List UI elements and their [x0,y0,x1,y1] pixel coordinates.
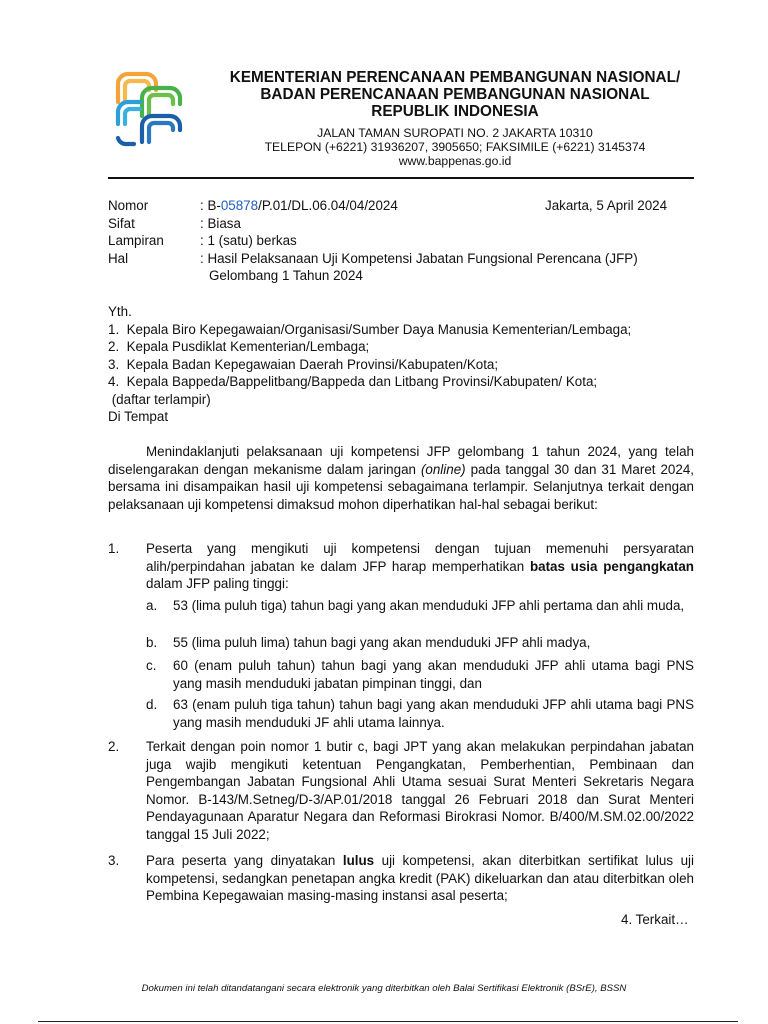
point-2-text: Terkait dengan poin nomor 1 butir c, bagi JPT yang akan melakukan perpindahan jabatan juga wajib mengikuti ketentuan Pengangkatan, Pemberhentian, Pembinaan dan Pengembangan Jabatan Fungsional Ahli Utama sesuai Surat Menteri Sekretaris Negara Nomor. B-143/M.Setneg/D-3/AP.01/2018 tanggal 26 Februari 2018 dan Surat Menteri Pendayagunaan Aparatur Negara dan Reformasi Birokrasi Nomor. B/400/M.SM.02.00/2022 tanggal 15 Juli 2022; [146,739,694,842]
nomor-value: : B-05878/P.01/DL.06.04/04/2024 [200,198,398,213]
ministry-title-line3: REPUBLIK INDONESIA [371,103,539,120]
salutation: Yth. [108,304,132,319]
e-signature-footer: Dokumen ini telah ditandatangani secara elektronik yang diterbitkan oleh Balai Sertifikasi Elektronik (BSrE), BSSN [141,983,627,994]
ministry-address: JALAN TAMAN SUROPATI NO. 2 JAKARTA 10310 [317,126,593,140]
hal-value-line1: : Hasil Pelaksanaan Uji Kompetensi Jabatan Fungsional Perencana (JFP) [200,251,638,266]
sub-item-label: c. [146,658,157,673]
point-1-text: Peserta yang mengikuti uji kompetensi dengan tujuan memenuhi persyaratan alih/perpindahan jabatan ke dalam JFP harap memperhatikan batas usia pengangkatan dalam JFP paling tinggi: [146,541,694,592]
nomor-number: 05878 [220,198,259,213]
point-1-number: 1. [108,541,120,556]
sub-item-text: 60 (enam puluh tahun) tahun bagi yang akan menduduki JFP ahli utama bagi PNS yang masih menduduki jabatan pimpinan tinggi, dan [173,658,694,691]
hal-value-line2: Gelombang 1 Tahun 2024 [209,268,363,283]
recipient-item: 4. Kepala Bappeda/Bappelitbang/Bappeda dan Litbang Provinsi/Kabupaten/ Kota; [108,374,598,389]
ministry-phone: TELEPON (+6221) 31936207, 3905650; FAKSIMILE (+6221) 3145374 [264,140,646,154]
bappenas-logo [112,68,190,148]
recipient-place: Di Tempat [108,409,169,424]
online-term: (online) [420,461,466,477]
recipient-item: 2. Kepala Pusdiklat Kementerian/Lembaga; [108,339,370,354]
nomor-label: Nomor [108,198,149,213]
age-limit-emphasis: batas usia pengangkatan [529,558,694,574]
ministry-website: www.bappenas.go.id [398,154,512,168]
ministry-title-line1: KEMENTERIAN PERENCANAAN PEMBANGUNAN NASIONAL/ [229,69,681,86]
lampiran-value: : 1 (satu) berkas [200,233,297,248]
point-2-number: 2. [108,739,120,754]
letter-date: Jakarta, 5 April 2024 [545,198,668,213]
hal-label: Hal [108,251,129,266]
sifat-value: : Biasa [200,216,241,231]
recipient-note: (daftar terlampir) [108,392,211,407]
intro-paragraph: Menindaklanjuti pelaksanaan uji kompetensi JFP gelombang 1 tahun 2024, yang telah diselengarakan dengan mekanisme dalam jaringan (online) pada tanggal 30 dan 31 Maret 2024, bersama ini disampaikan hasil uji kompetensi sebagaimana terlampir. Selanjutnya terkait dengan pelaksanaan uji kompetensi dimaksud mohon diperhatikan hal-hal sebagai berikut: [108,444,694,512]
page-bottom-rule [38,1021,738,1022]
sifat-label: Sifat [108,216,135,231]
sub-item-label: a. [146,598,158,613]
lampiran-label: Lampiran [108,233,164,248]
sub-item-text: 53 (lima puluh tiga) tahun bagi yang akan menduduki JFP ahli pertama dan ahli muda, [173,598,685,613]
sub-item-label: b. [146,635,158,650]
recipient-item: 1. Kepala Biro Kepegawaian/Organisasi/Sumber Daya Manusia Kementerian/Lembaga; [108,322,632,337]
sub-item-text: 55 (lima puluh lima) tahun bagi yang akan menduduki JFP ahli madya, [173,635,591,650]
recipient-item: 3. Kepala Badan Kepegawaian Daerah Provinsi/Kabupaten/Kota; [108,357,499,372]
sub-item-text: 63 (enam puluh tiga tahun) tahun bagi yang akan menduduki JFP ahli utama bagi PNS yang masih menduduki JF ahli utama lainnya. [173,697,694,730]
point-3-text: Para peserta yang dinyatakan lulus uji kompetensi, akan diterbitkan sertifikat lulus uji kompetensi, sedangkan penetapan angka kredit (PAK) dikeluarkan dan atau diterbitkan oleh Pembina Kepegawaian masing-masing instansi asal peserta; [146,853,694,904]
ministry-title-line2: BADAN PERENCANAAN PEMBANGUNAN NASIONAL [260,86,650,103]
continuation-marker: 4. Terkait… [621,912,689,927]
sub-item-label: d. [146,697,158,712]
point-3-number: 3. [108,853,120,868]
header-divider [108,177,694,179]
lulus-emphasis: lulus [342,853,375,868]
